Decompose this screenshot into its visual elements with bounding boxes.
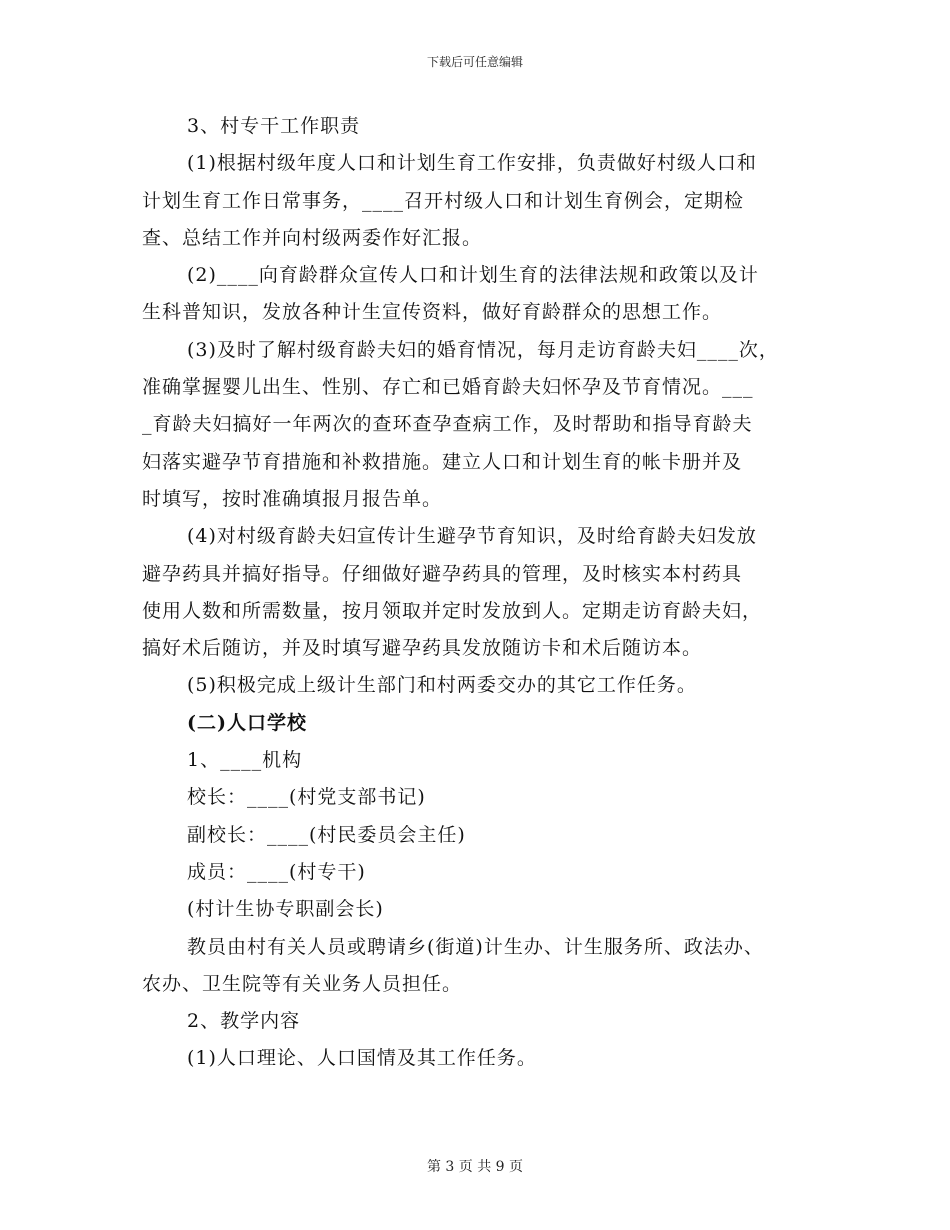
page-footer: 第 3 页 共 9 页: [426, 1159, 524, 1175]
paragraph-organization: 1、____机构: [187, 749, 303, 772]
paragraph-teaching-content-1: (1)人口理论、人口国情及其工作任务。: [187, 1047, 537, 1070]
document-body: [142, 108, 810, 1078]
paragraph-members-note: (村计生协专职副会长): [187, 898, 384, 921]
paragraph-vice-principal: 副校长：____(村民委员会主任): [187, 823, 466, 846]
section-heading-population-school: (二)人口学校: [187, 711, 307, 734]
paragraph-duty-1: (1)根据村级年度人口和计划生育工作安排，负责做好村级人口和 计划生育工作日常事务，____召开村级人口和计划生育例会，定期检 查、总结工作并向村级两委作好汇报。: [142, 152, 757, 249]
paragraph-members: 成员：____(村专干): [187, 860, 366, 883]
paragraph-principal: 校长：____(村党支部书记): [187, 786, 426, 809]
paragraph-duty-4: (4)对村级育龄夫妇宣传计生避孕节育知识，及时给育龄夫妇发放 避孕药具并搞好指导。仔细做好避孕药具的管理，及时核实本村药具 使用人数和所需数量，按月领取并定时发放到人。定期走访育龄夫妇， 搞好术后随访，并及时填写避孕药具发放随访卡和术后随访本。: [142, 525, 763, 660]
paragraph-section-3-heading: 3、村专干工作职责: [187, 115, 361, 137]
paragraph-duty-5: (5)积极完成上级计生部门和村两委交办的其它工作任务。: [187, 674, 697, 697]
paragraph-duty-2: (2)____向育龄群众宣传人口和计划生育的法律法规和政策以及计 生科普知识，发放各种计生宣传资料，做好育龄群众的思想工作。: [142, 264, 759, 324]
paragraph-teachers: 教员由村有关人员或聘请乡(街道)计生办、计生服务所、政法办、 农办、卫生院等有关业务人员担任。: [142, 935, 764, 995]
paragraph-duty-3: (3)及时了解村级育龄夫妇的婚育情况，每月走访育龄夫妇____次， 准确掌握婴儿出生、性别、存亡和已婚育龄夫妇怀孕及节育情况。___ _育龄夫妇搞好一年两次的查环查孕查病工作，及时帮助和指导育龄夫 妇落实避孕节育措施和补救措施。建立人口和计划生育的帐卡册并及 时填写，按时准确填报月报告单。: [142, 338, 779, 510]
paragraph-teaching-content-heading: 2、教学内容: [187, 1010, 301, 1033]
page-header: 下载后可任意编辑: [426, 55, 523, 69]
